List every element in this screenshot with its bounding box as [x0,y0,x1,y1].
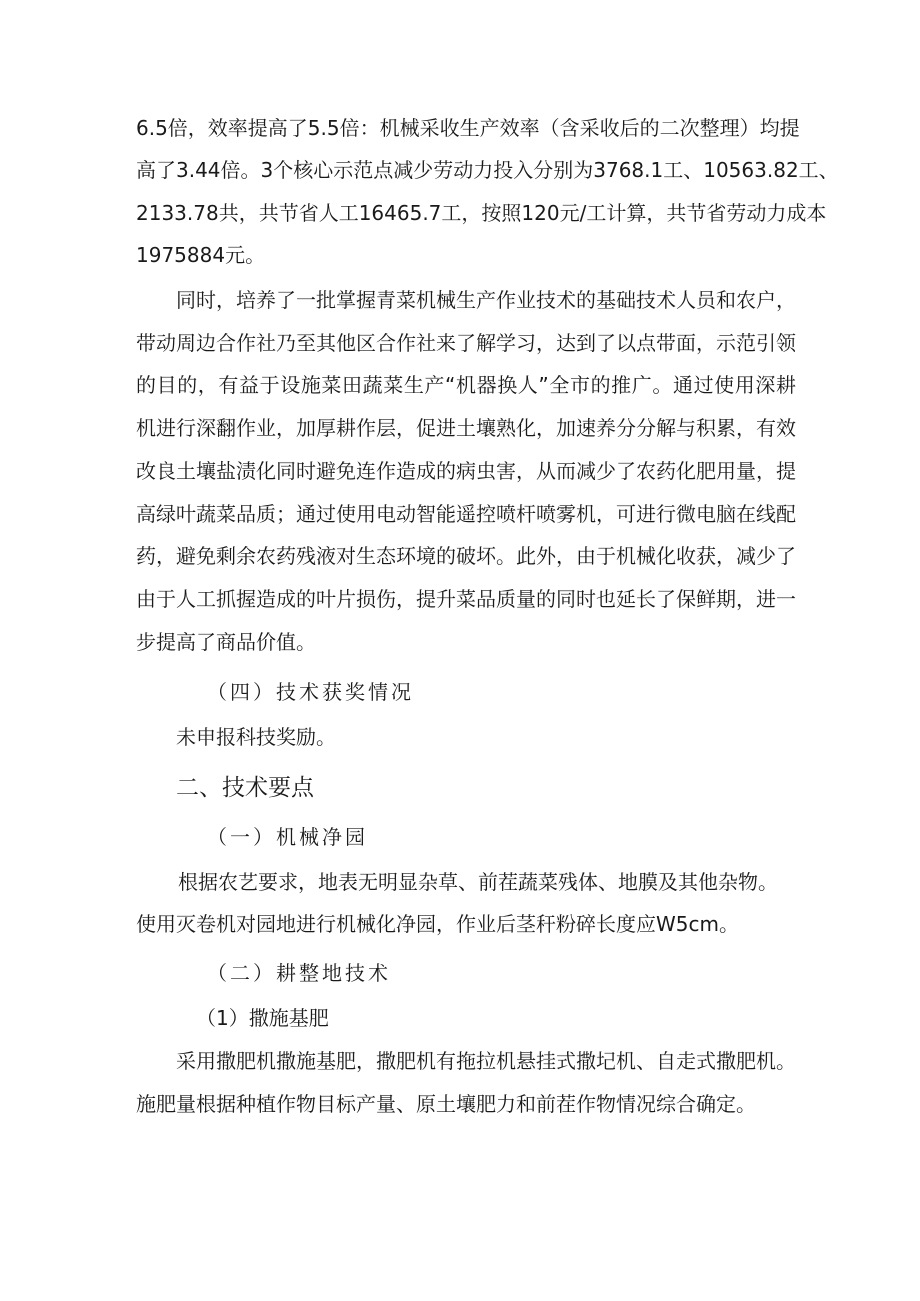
paragraph-line: 改良土壤盐渍化同时避免连作造成的病虫害，从而减少了农药化肥用量，提 [136,459,796,483]
paragraph-line: 6.5倍，效率提高了5.5倍：机械采收生产效率（含采收后的二次整理）均提 [136,116,800,140]
paragraph-line: 带动周边合作社乃至其他区合作社来了解学习，达到了以点带面，示范引领 [136,331,796,355]
item-heading: （1）撒施基肥 [196,1006,329,1030]
paragraph-line: 高了3.44倍。3个核心示范点减少劳动力投入分别为3768.1工、10563.82工、 [136,158,839,182]
paragraph-line: 采用撒肥机撒施基肥，撒肥机有拖拉机悬挂式撒圮机、自走式撒肥机。 [176,1049,796,1073]
paragraph-line: 由于人工抓握造成的叶片损伤，提升菜品质量的同时也延长了保鲜期，进一 [136,587,796,611]
paragraph-line: 药，避免剩余农药残液对生态环境的破坏。此外，由于机械化收获，减少了 [136,544,796,568]
paragraph-line: 根据农艺要求，地表无明显杂草、前茬蔬菜残体、地膜及其他杂物。 [178,870,778,894]
paragraph-line: 使用灭卷机对园地进行机械化净园，作业后茎秆粉碎长度应W5cm。 [136,912,739,936]
section-heading: （二）耕整地技术 [207,961,391,985]
paragraph-line: 施肥量根据种植作物目标产量、原土壤肥力和前茬作物情况综合确定。 [136,1092,756,1116]
paragraph-line: 未申报科技奖励。 [176,725,336,749]
section-heading: （四）技术获奖情况 [207,680,414,704]
paragraph-line: 机进行深翻作业，加厚耕作层，促进土壤熟化，加速养分分解与积累，有效 [136,416,796,440]
paragraph-line: 的目的，有益于设施菜田蔬菜生产“机器换人”全市的推广。通过使用深耕 [136,373,796,397]
chapter-heading: 二、技术要点 [176,775,314,801]
paragraph-line: 高绿叶蔬菜品质；通过使用电动智能遥控喷杆喷雾机，可进行微电脑在线配 [136,502,796,526]
paragraph-line: 1975884元。 [136,243,266,267]
section-heading: （一）机械净园 [207,825,368,849]
paragraph-line: 步提高了商品价值。 [136,630,316,654]
paragraph-line: 2133.78共，共节省人工16465.7工，按照120元/工计算，共节省劳动力成本 [136,201,827,225]
paragraph-line: 同时，培养了一批掌握青菜机械生产作业技术的基础技术人员和农户， [176,288,796,312]
